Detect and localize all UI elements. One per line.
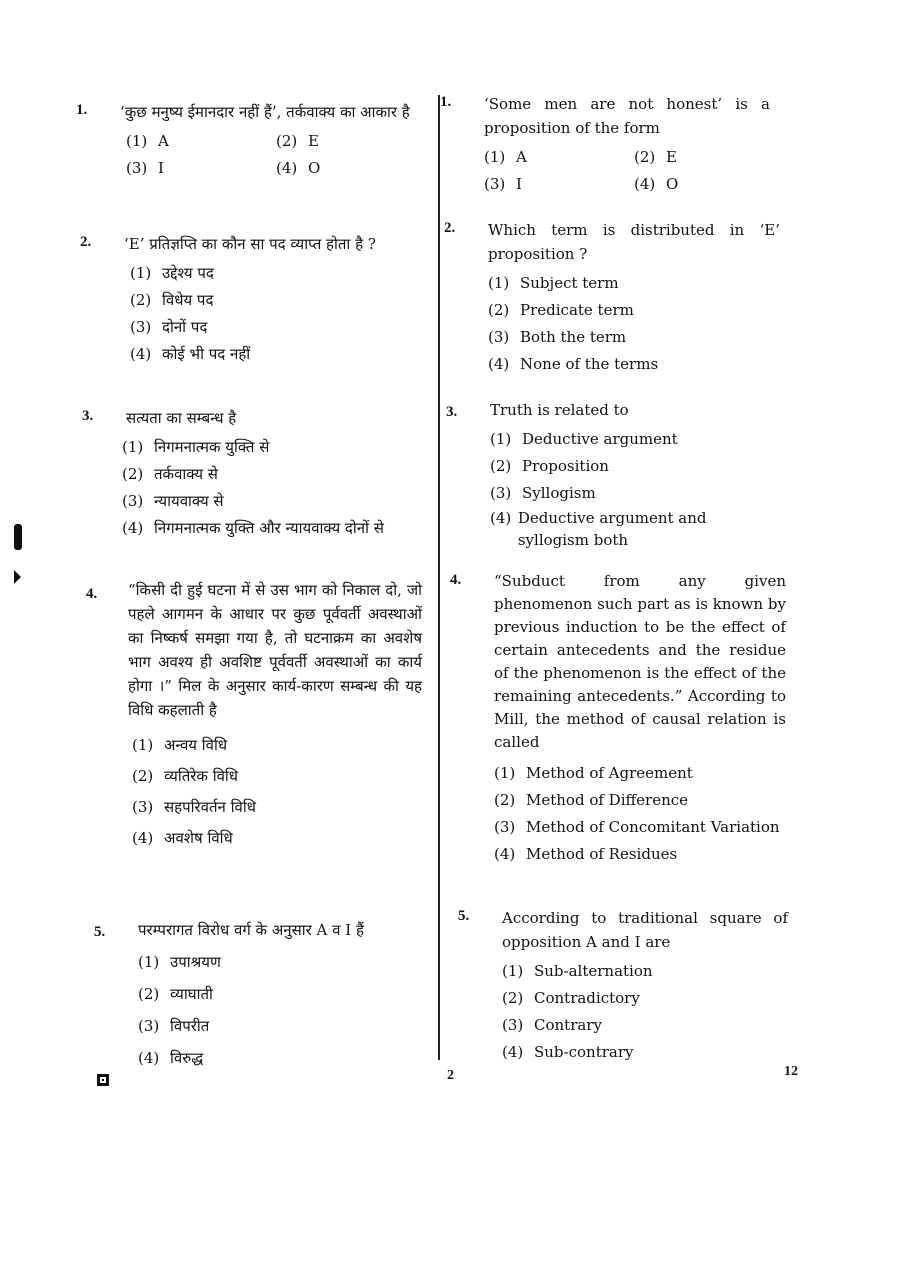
option-4: (4) कोई भी पद नहीं bbox=[130, 345, 251, 363]
option-1: (1) उपाश्रयण bbox=[138, 953, 221, 971]
question-text: Truth is related to bbox=[490, 401, 629, 419]
option-3: (3) दोनों पद bbox=[130, 318, 208, 336]
option-3: (3) Both the term bbox=[488, 328, 627, 346]
option-4: (4) None of the terms bbox=[488, 355, 659, 373]
option-3: (3) Contrary bbox=[502, 1016, 602, 1034]
option-3: (3) न्यायवाक्य से bbox=[122, 492, 224, 510]
question-4-english bbox=[450, 570, 786, 868]
question-5-english bbox=[458, 906, 788, 1066]
question-number: 4. bbox=[86, 586, 98, 602]
option-1: (1) A bbox=[126, 132, 169, 150]
question-text: ‘E’ प्रतिज्ञप्ति का कौन सा पद व्याप्त होता है ? bbox=[124, 235, 376, 253]
option-2: (2) विधेय पद bbox=[130, 291, 214, 309]
option-1: (1) Sub-alternation bbox=[502, 962, 653, 980]
question-number: 5. bbox=[458, 908, 470, 924]
option-4: (4) Sub-contrary bbox=[502, 1043, 634, 1061]
question-number: 3. bbox=[446, 404, 458, 420]
question-text: ‘कुछ मनुष्य ईमानदार नहीं हैं’, तर्कवाक्य का आकार है bbox=[120, 103, 410, 121]
option-2: (2) E bbox=[276, 132, 319, 150]
option-3: (3) सहपरिवर्तन विधि bbox=[132, 798, 256, 816]
question-number: 3. bbox=[82, 408, 94, 424]
question-text: परम्परागत विरोध वर्ग के अनुसार A व I हैं bbox=[138, 921, 364, 939]
question-text: According to traditional square of opposition A and I are bbox=[502, 909, 788, 951]
option-2: (2) E bbox=[634, 148, 677, 166]
question-text: सत्यता का सम्बन्ध है bbox=[126, 409, 237, 427]
question-4-hindi bbox=[86, 578, 422, 854]
question-2-english bbox=[444, 218, 780, 378]
option-4: (4) O bbox=[634, 175, 679, 193]
option-3: (3) Method of Concomitant Variation bbox=[494, 818, 780, 836]
option-2: (2) Method of Difference bbox=[494, 791, 689, 809]
question-number: 4. bbox=[450, 572, 462, 588]
option-2: (2) व्यतिरेक विधि bbox=[132, 767, 239, 785]
question-5-hindi bbox=[94, 918, 424, 1074]
right-page-number: 12 bbox=[784, 1064, 798, 1079]
option-2: (2) Contradictory bbox=[502, 989, 640, 1007]
option-4: (4) विरुद्ध bbox=[138, 1049, 204, 1067]
question-number: 2. bbox=[80, 234, 92, 250]
question-number: 1. bbox=[440, 94, 452, 110]
question-text: Which term is distributed in ‘E’ proposition ? bbox=[488, 221, 780, 263]
option-4: (4) O bbox=[276, 159, 321, 177]
question-3-english bbox=[446, 398, 782, 551]
square-marker-icon bbox=[97, 1074, 109, 1086]
option-2: (2) व्याघाती bbox=[138, 985, 213, 1003]
question-2-hindi bbox=[80, 232, 420, 368]
option-3: (3) विपरीत bbox=[138, 1017, 210, 1035]
option-1: (1) निगमनात्मक युक्ति से bbox=[122, 438, 270, 456]
question-1-english bbox=[440, 92, 770, 198]
option-3: (3) Syllogism bbox=[490, 484, 596, 502]
question-number: 1. bbox=[76, 102, 88, 118]
option-2: (2) तर्कवाक्य से bbox=[122, 465, 218, 483]
option-2: (2) Proposition bbox=[490, 457, 609, 475]
binding-mark-arrow bbox=[14, 570, 21, 584]
option-1: (1) Deductive argument bbox=[490, 430, 678, 448]
question-number: 2. bbox=[444, 220, 456, 236]
option-1: (1) अन्वय विधि bbox=[132, 736, 228, 754]
option-4: (4) अवशेष विधि bbox=[132, 829, 233, 847]
option-4: (4) निगमनात्मक युक्ति और न्यायवाक्य दोनों से bbox=[122, 519, 384, 537]
option-1: (1) Subject term bbox=[488, 274, 619, 292]
option-1: (1) Method of Agreement bbox=[494, 764, 693, 782]
option-3: (3) I bbox=[126, 159, 164, 177]
page-number: 2 bbox=[447, 1068, 454, 1083]
option-1: (1) उद्देश्य पद bbox=[130, 264, 214, 282]
option-4: (4) Deductive argument and syllogism both bbox=[490, 509, 707, 549]
option-4: (4) Method of Residues bbox=[494, 845, 678, 863]
option-3: (3) I bbox=[484, 175, 522, 193]
question-text: “किसी दी हुई घटना में से उस भाग को निकाल दो, जो पहले आगमन के आधार पर कुछ पूर्ववर्ती अवस्थाओं का निष्कर्ष समझा गया है, तो घटनाक्रम का अवशेष भाग अवश्य ही अवशिष्ट पूर्ववर्ती अवस्थाओं का कार्य होगा ।” मिल के अनुसार कार्य-कारण सम्बन्ध की यह विधि कहलाती है bbox=[128, 581, 422, 719]
question-1-hindi bbox=[76, 100, 416, 182]
question-number: 5. bbox=[94, 924, 106, 940]
option-1: (1) A bbox=[484, 148, 527, 166]
question-text: ‘Some men are not honest’ is a proposition of the form bbox=[484, 95, 770, 137]
question-text: “Subduct from any given phenomenon such part as is known by previous induction to be the effect of certain antecedents and the residue of the phenomenon is the effect of the remaining antecedents.” According to Mill, the method of causal relation is called bbox=[494, 572, 786, 751]
option-2: (2) Predicate term bbox=[488, 301, 634, 319]
column-divider bbox=[438, 95, 440, 1060]
binding-mark bbox=[14, 524, 22, 550]
question-3-hindi bbox=[82, 406, 422, 542]
